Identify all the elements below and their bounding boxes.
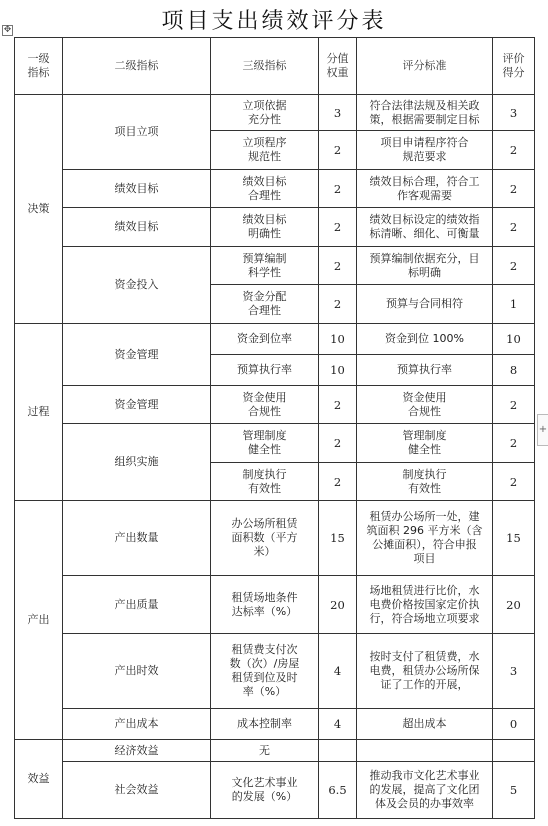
- level3-cell: 资金到位率: [211, 324, 319, 355]
- table-move-handle-icon[interactable]: ✥: [3, 25, 12, 35]
- level3-cell: 预算执行率: [211, 355, 319, 386]
- criteria-cell: 绩效目标设定的绩效指 标清晰、细化、可衡量: [357, 208, 493, 247]
- level3-cell: 绩效目标 明确性: [211, 208, 319, 247]
- criteria-cell: 场地租赁进行比价，水 电费价格按国家定价执 行，符合场地立项要求: [357, 576, 493, 634]
- level1-cell: 产出: [15, 501, 63, 740]
- level3-cell: 立项程序 规范性: [211, 131, 319, 170]
- level2-cell: 资金管理: [63, 386, 211, 424]
- level2-cell: 产出成本: [63, 709, 211, 740]
- score-cell: 2: [493, 424, 535, 463]
- weight-cell: 20: [319, 576, 357, 634]
- weight-cell: 2: [319, 285, 357, 324]
- header-level1: 一级 指标: [15, 38, 63, 95]
- level2-cell: 经济效益: [63, 740, 211, 762]
- level3-cell: 办公场所租赁 面积数（平方 米）: [211, 501, 319, 576]
- score-cell: 15: [493, 501, 535, 576]
- weight-cell: 4: [319, 634, 357, 709]
- score-cell: [493, 740, 535, 762]
- score-cell: 5: [493, 762, 535, 819]
- level2-cell: 产出质量: [63, 576, 211, 634]
- table-row: [15, 324, 535, 355]
- header-weight: 分值 权重: [319, 38, 357, 95]
- table-row: [15, 762, 535, 819]
- criteria-cell: 项目申请程序符合 规范要求: [357, 131, 493, 170]
- page-title: 项目支出绩效评分表: [161, 9, 387, 34]
- table-row: [15, 634, 535, 709]
- score-cell: 2: [493, 386, 535, 424]
- weight-cell: 4: [319, 709, 357, 740]
- table-row: [15, 247, 535, 285]
- level1-cell: 决策: [15, 95, 63, 324]
- level3-cell: 资金使用 合规性: [211, 386, 319, 424]
- weight-cell: 2: [319, 208, 357, 247]
- score-cell: 3: [493, 95, 535, 131]
- criteria-cell: 推动我市文化艺术事业 的发展，提高了文化团 体及会员的办事效率: [357, 762, 493, 819]
- level2-cell: 产出时效: [63, 634, 211, 709]
- header-row: [15, 38, 535, 95]
- score-cell: 2: [493, 247, 535, 285]
- score-cell: 20: [493, 576, 535, 634]
- criteria-cell: 符合法律法规及相关政 策，根据需要制定目标: [357, 95, 493, 131]
- weight-cell: 2: [319, 424, 357, 463]
- criteria-cell: [357, 740, 493, 762]
- weight-cell: 2: [319, 131, 357, 170]
- level3-cell: 无: [211, 740, 319, 762]
- level2-cell: 绩效目标: [63, 208, 211, 247]
- level3-cell: 租赁费支付次 数（次）/房屋 租赁到位及时 率（%）: [211, 634, 319, 709]
- level2-cell: 产出数量: [63, 501, 211, 576]
- criteria-cell: 预算执行率: [357, 355, 493, 386]
- table-row: [15, 424, 535, 463]
- score-cell: 10: [493, 324, 535, 355]
- table-row: [15, 501, 535, 576]
- header-criteria: 评分标准: [357, 38, 493, 95]
- criteria-cell: 制度执行 有效性: [357, 463, 493, 501]
- criteria-cell: 管理制度 健全性: [357, 424, 493, 463]
- weight-cell: 2: [319, 463, 357, 501]
- criteria-cell: 预算编制依据充分，目 标明确: [357, 247, 493, 285]
- level3-cell: 成本控制率: [211, 709, 319, 740]
- level2-cell: 组织实施: [63, 424, 211, 501]
- criteria-cell: 预算与合同相符: [357, 285, 493, 324]
- table-row: [15, 740, 535, 762]
- score-cell: 3: [493, 634, 535, 709]
- header-score: 评价 得分: [493, 38, 535, 95]
- level3-cell: 资金分配 合理性: [211, 285, 319, 324]
- level2-cell: 资金管理: [63, 324, 211, 386]
- level2-cell: 项目立项: [63, 95, 211, 170]
- score-cell: 2: [493, 208, 535, 247]
- weight-cell: 2: [319, 170, 357, 208]
- level2-cell: 资金投入: [63, 247, 211, 324]
- level2-cell: 绩效目标: [63, 170, 211, 208]
- weight-cell: 2: [319, 386, 357, 424]
- level1-cell: 效益: [15, 740, 63, 819]
- header-level3: 三级指标: [211, 38, 319, 95]
- level3-cell: 管理制度 健全性: [211, 424, 319, 463]
- level2-cell: 社会效益: [63, 762, 211, 819]
- table-row: [15, 95, 535, 131]
- score-table: [14, 37, 535, 819]
- criteria-cell: 按时支付了租赁费，水 电费，租赁办公场所保 证了工作的开展，: [357, 634, 493, 709]
- table-row: [15, 576, 535, 634]
- table-row: [15, 386, 535, 424]
- weight-cell: 2: [319, 247, 357, 285]
- score-cell: 2: [493, 463, 535, 501]
- weight-cell: [319, 740, 357, 762]
- weight-cell: 10: [319, 324, 357, 355]
- weight-cell: 6.5: [319, 762, 357, 819]
- weight-cell: 15: [319, 501, 357, 576]
- table-row: [15, 709, 535, 740]
- criteria-cell: 资金使用 合规性: [357, 386, 493, 424]
- table-row: [15, 170, 535, 208]
- add-column-handle-icon[interactable]: +: [537, 414, 548, 446]
- level3-cell: 文化艺术事业 的发展（%）: [211, 762, 319, 819]
- weight-cell: 3: [319, 95, 357, 131]
- level3-cell: 预算编制 科学性: [211, 247, 319, 285]
- header-level2: 二级指标: [63, 38, 211, 95]
- score-cell: 1: [493, 285, 535, 324]
- criteria-cell: 超出成本: [357, 709, 493, 740]
- score-cell: 2: [493, 170, 535, 208]
- criteria-cell: 资金到位 100%: [357, 324, 493, 355]
- criteria-cell: 绩效目标合理，符合工 作客观需要: [357, 170, 493, 208]
- level3-cell: 绩效目标 合理性: [211, 170, 319, 208]
- level3-cell: 租赁场地条件 达标率（%）: [211, 576, 319, 634]
- criteria-cell: 租赁办公场所一处，建 筑面积 296 平方米（含 公摊面积），符合申报 项目: [357, 501, 493, 576]
- table-row: [15, 208, 535, 247]
- level3-cell: 立项依据 充分性: [211, 95, 319, 131]
- level1-cell: 过程: [15, 324, 63, 501]
- score-cell: 0: [493, 709, 535, 740]
- weight-cell: 10: [319, 355, 357, 386]
- score-cell: 2: [493, 131, 535, 170]
- level3-cell: 制度执行 有效性: [211, 463, 319, 501]
- score-cell: 8: [493, 355, 535, 386]
